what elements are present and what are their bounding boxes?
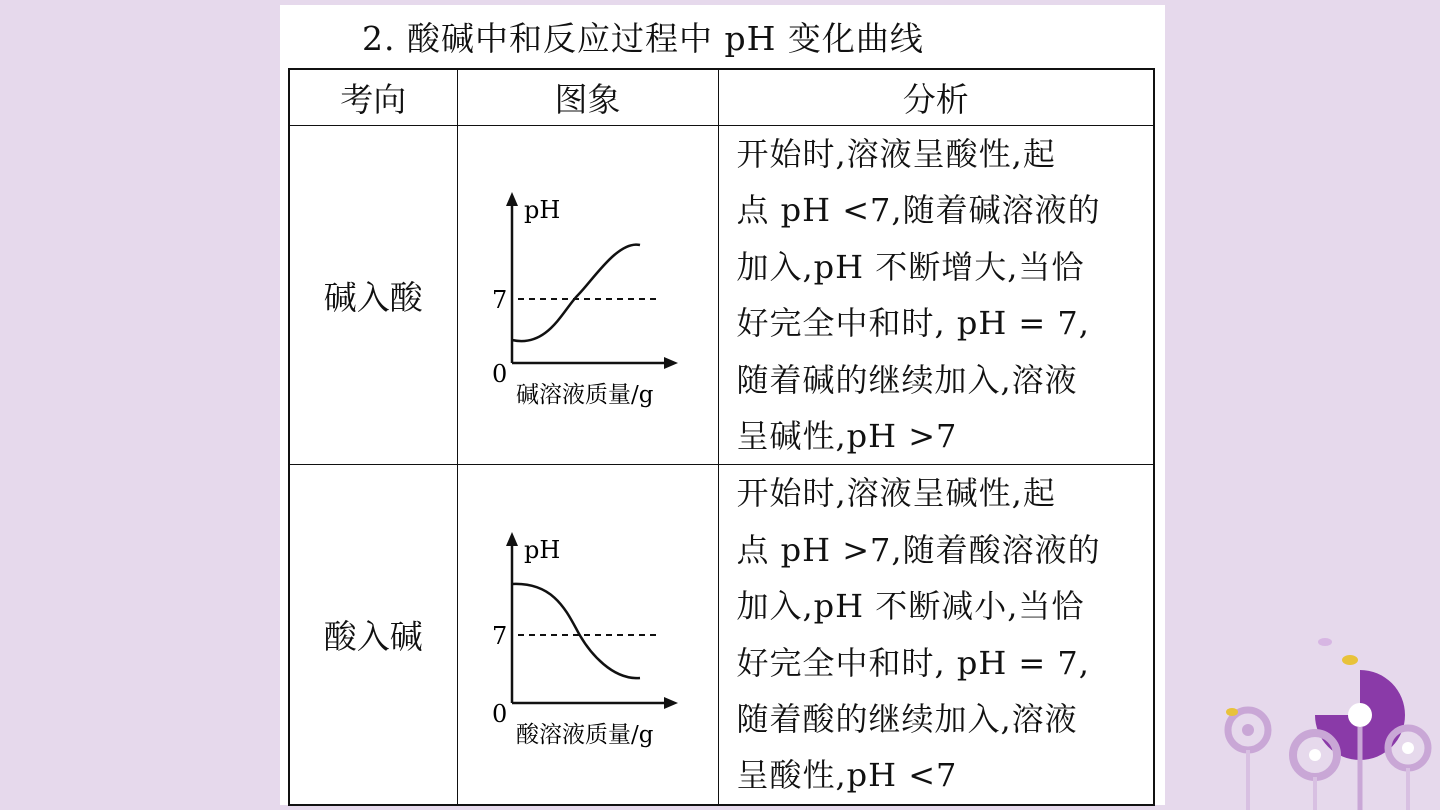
analysis-line: 呈酸性,pH <7 [736, 756, 958, 795]
ph-curve-graph-increasing [478, 180, 698, 410]
analysis-line: 开始时,溶液呈碱性,起 [736, 474, 1056, 513]
analysis-line: 加入,pH 不断减小,当恰 [736, 587, 1085, 626]
ph-curve [512, 245, 640, 342]
section-heading: 2. 酸碱中和反应过程中 pH 变化曲线 [362, 19, 924, 58]
origin-label: 0 [491, 360, 507, 389]
analysis-line: 好完全中和时, pH = 7, [736, 304, 1090, 343]
ph-curve [512, 584, 640, 678]
accent-petal [1342, 655, 1358, 665]
x-axis-label: 碱溶液质量/g [515, 382, 653, 409]
analysis-line: 随着碱的继续加入,溶液 [736, 360, 1078, 399]
analysis-line: 呈碱性,pH >7 [736, 417, 958, 456]
ph-curve-graph-decreasing [478, 520, 698, 750]
slide [280, 5, 1165, 805]
header-graph: 图象 [457, 69, 718, 126]
accent-petal [1318, 638, 1332, 646]
ph-curve-table [288, 68, 1155, 806]
decorative-flower-graphic [1210, 630, 1440, 810]
flower-small-middle [1293, 733, 1337, 810]
analysis-line: 加入,pH 不断增大,当恰 [736, 247, 1085, 286]
x-axis-arrow [664, 357, 678, 369]
x-axis-label: 酸溶液质量/g [515, 721, 653, 748]
ref-tick-label: 7 [491, 286, 507, 315]
y-axis-arrow [506, 532, 518, 546]
topic-base-into-acid: 碱入酸 [289, 126, 457, 465]
topic-acid-into-base: 酸入碱 [289, 465, 457, 805]
analysis-acid-into-base [718, 465, 1154, 805]
y-axis-arrow [506, 192, 518, 206]
graph-cell [457, 465, 718, 805]
graph-cell [457, 126, 718, 465]
accent-petal [1226, 708, 1238, 716]
header-analysis: 分析 [718, 69, 1154, 126]
analysis-line: 点 pH >7,随着酸溶液的 [736, 530, 1101, 569]
analysis-line: 开始时,溶液呈酸性,起 [736, 135, 1056, 173]
ref-tick-label: 7 [491, 621, 507, 650]
table-header-row [289, 69, 1154, 126]
analysis-line: 点 pH <7,随着碱溶液的 [736, 191, 1101, 230]
analysis-line: 随着酸的继续加入,溶液 [736, 700, 1078, 739]
flower-small-left [1228, 710, 1268, 810]
y-axis-label: pH [523, 196, 560, 225]
analysis-line: 好完全中和时, pH = 7, [736, 643, 1090, 682]
y-axis-label: pH [523, 535, 560, 564]
table-row [289, 126, 1154, 465]
origin-label: 0 [491, 699, 507, 728]
analysis-base-into-acid [718, 126, 1154, 465]
table-row [289, 465, 1154, 805]
x-axis-arrow [664, 697, 678, 709]
header-topic: 考向 [289, 69, 457, 126]
